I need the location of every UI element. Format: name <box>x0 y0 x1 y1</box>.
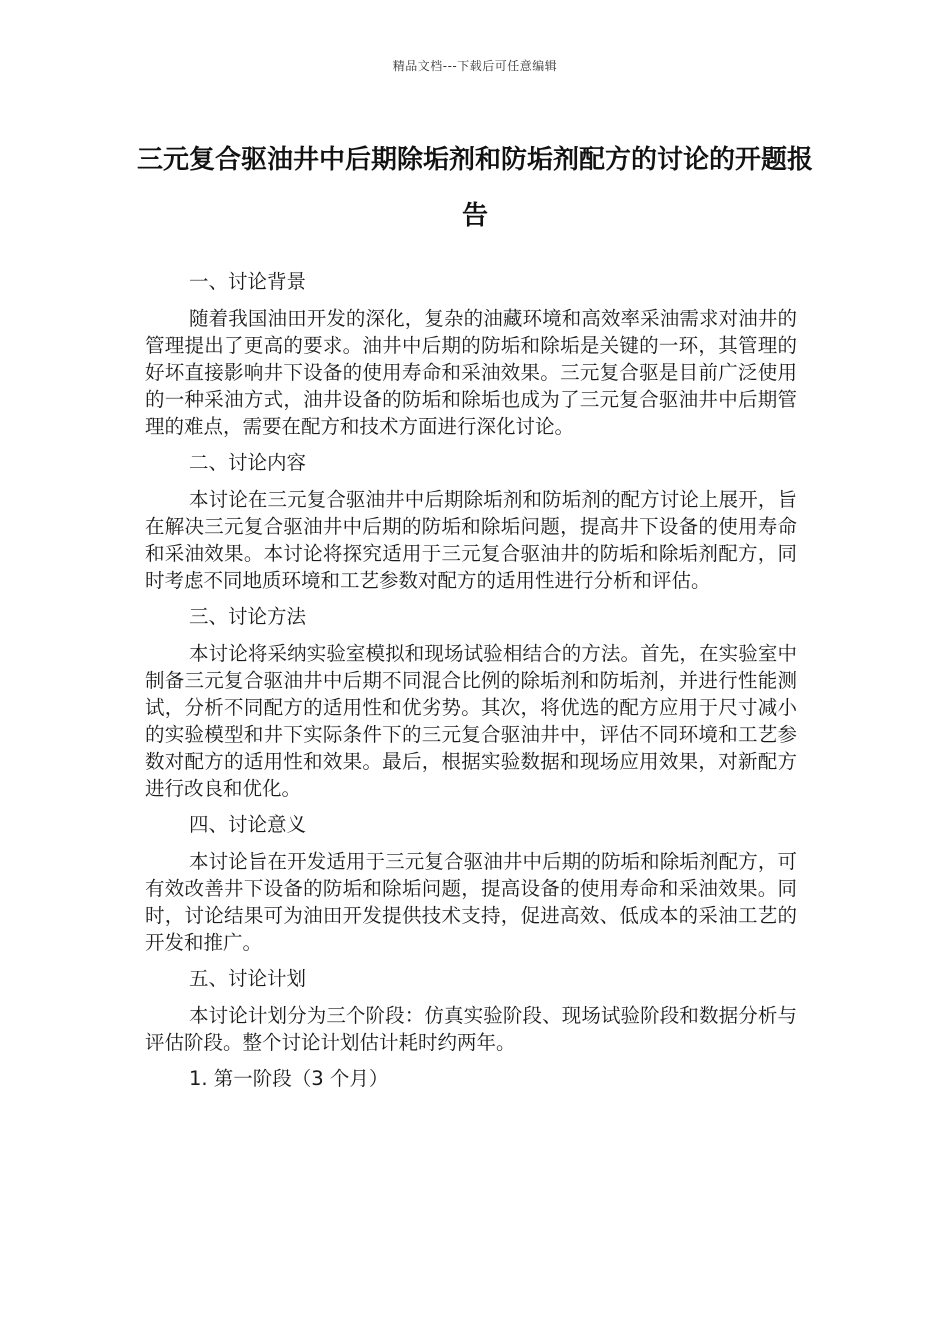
section-heading-plan: 五、讨论计划 <box>189 967 307 990</box>
section-body-method: 本讨论将采纳实验室模拟和现场试验相结合的方法。首先，在实验室中制备三元复合驱油井中后期不同混合比例的除垢剂和防垢剂，并进行性能测试，分析不同配方的适用性和优劣势。其次，将优选的配方应用于尺寸减小的实验模型和井下实际条件下的三元复合驱油井中，评估不同环境和工艺参数对配方的适用性和效果。最后，根据实验数据和现场应用效果，对新配方进行改良和优化。 <box>145 642 797 800</box>
document-body <box>145 268 797 1092</box>
header-note: 精品文档---下载后可任意编辑 <box>392 59 558 73</box>
plan-phase-one-heading: 1. 第一阶段（3 个月） <box>189 1067 389 1090</box>
section-body-significance: 本讨论旨在开发适用于三元复合驱油井中后期的防垢和除垢剂配方，可有效改善井下设备的防垢和除垢问题，提高设备的使用寿命和采油效果。同时，讨论结果可为油田开发提供技术支持，促进高效、低成本的采油工艺的开发和推广。 <box>145 850 797 954</box>
section-heading-significance: 四、讨论意义 <box>189 813 307 836</box>
section-heading-content: 二、讨论内容 <box>189 451 307 474</box>
section-body-content: 本讨论在三元复合驱油井中后期除垢剂和防垢剂的配方讨论上展开，旨在解决三元复合驱油井中后期的防垢和除垢问题，提高井下设备的使用寿命和采油效果。本讨论将探究适用于三元复合驱油井的防垢和除垢剂配方，同时考虑不同地质环境和工艺参数对配方的适用性进行分析和评估。 <box>145 488 797 592</box>
section-heading-background: 一、讨论背景 <box>189 270 307 293</box>
document-title: 三元复合驱油井中后期除垢剂和防垢剂配方的讨论的开题报告 <box>136 145 813 231</box>
section-heading-method: 三、讨论方法 <box>189 605 307 628</box>
section-body-background: 随着我国油田开发的深化，复杂的油藏环境和高效率采油需求对油井的管理提出了更高的要求。油井中后期的防垢和除垢是关键的一环，其管理的好坏直接影响井下设备的使用寿命和采油效果。三元复合驱是目前广泛使用的一种采油方式，油井设备的防垢和除垢也成为了三元复合驱油井中后期管理的难点，需要在配方和技术方面进行深化讨论。 <box>145 307 797 438</box>
section-body-plan: 本讨论计划分为三个阶段：仿真实验阶段、现场试验阶段和数据分析与评估阶段。整个讨论计划估计耗时约两年。 <box>145 1004 797 1054</box>
